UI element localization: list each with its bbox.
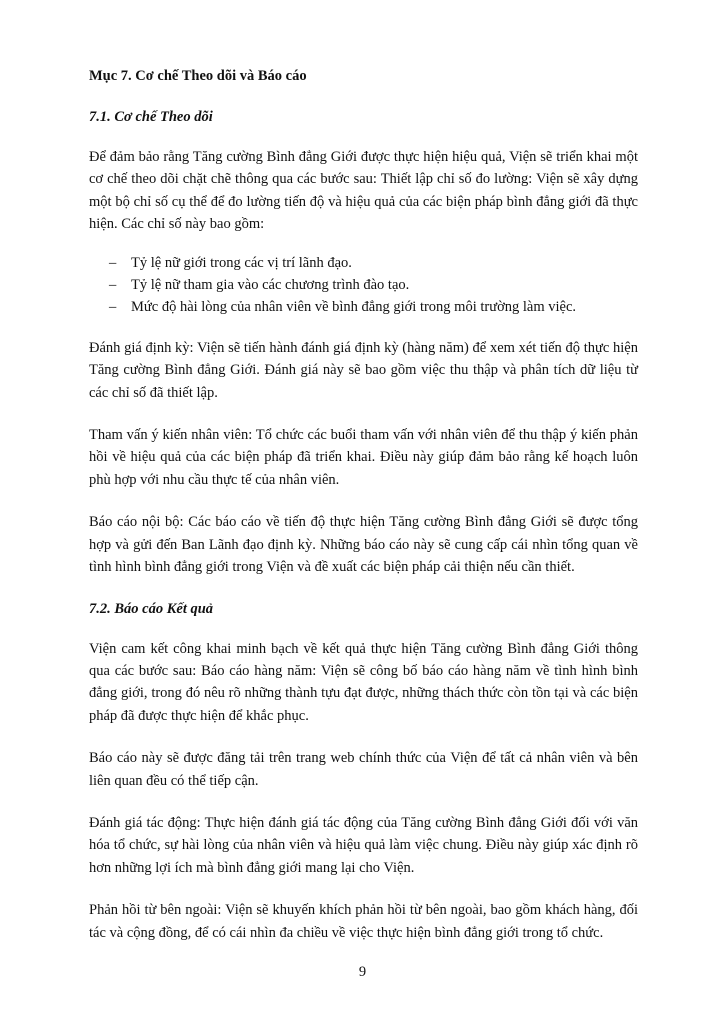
page-number: 9	[358, 964, 367, 980]
publication-paragraph: Báo cáo này sẽ được đăng tải trên trang web chính thức của Viện để tất cả nhân viên và bên liên quan đều có thể tiếp cận.	[89, 750, 638, 789]
periodic-evaluation-paragraph: Đánh giá định kỳ: Viện sẽ tiến hành đánh giá định kỳ (hàng năm) để xem xét tiến độ thực hiện Tăng cường Bình đẳng Giới. Đánh giá này sẽ bao gồm việc thu thập và phân tích dữ liệu từ các chỉ số đã thiết lập.	[89, 339, 638, 401]
impact-assessment-paragraph: Đánh giá tác động: Thực hiện đánh giá tác động của Tăng cường Bình đẳng Giới đối với văn hóa tổ chức, sự hài lòng của nhân viên và hiệu quả làm việc chung. Điều này giúp xác định rõ hơn những lợi ích mà bình đẳng giới mang lại cho Viện.	[89, 814, 638, 876]
list-item-text: Tỷ lệ nữ giới trong các vị trí lãnh đạo.	[131, 254, 352, 271]
list-item	[89, 252, 638, 274]
external-feedback-paragraph: Phản hồi từ bên ngoài: Viện sẽ khuyến khích phản hồi từ bên ngoài, bao gồm khách hàng, đối tác và cộng đồng, để có cái nhìn đa chiều về việc thực hiện bình đẳng giới trong tổ chức.	[89, 902, 638, 941]
section-heading: Mục 7. Cơ chế Theo dõi và Báo cáo	[89, 68, 307, 84]
bullet-dash: –	[109, 299, 117, 316]
list-item	[89, 296, 638, 318]
list-item-text: Tỷ lệ nữ tham gia vào các chương trình đào tạo.	[131, 277, 410, 294]
list-item-text: Mức độ hài lòng của nhân viên về bình đẳng giới trong môi trường làm việc.	[131, 299, 577, 316]
subsection-title-results: 7.2. Báo cáo Kết quả	[89, 600, 214, 617]
bullet-dash: –	[109, 277, 117, 294]
subsection-title-monitoring: 7.1. Cơ chế Theo dõi	[89, 109, 213, 125]
annual-report-paragraph: Viện cam kết công khai minh bạch về kết quả thực hiện Tăng cường Bình đẳng Giới thông qua các bước sau: Báo cáo hàng năm: Viện sẽ công bố báo cáo hàng năm về tình hình bình đẳng giới, trong đó nêu rõ những thành tựu đạt được, những thách thức còn tồn tại và các biện pháp đã được thực hiện để khắc phục.	[89, 640, 638, 724]
document-page	[89, 66, 638, 964]
internal-report-paragraph: Báo cáo nội bộ: Các báo cáo về tiến độ thực hiện Tăng cường Bình đẳng Giới sẽ được tổng hợp và gửi đến Ban Lãnh đạo định kỳ. Những báo cáo này sẽ cung cấp cái nhìn tổng quan về tình hình bình đẳng giới trong Viện và đề xuất các biện pháp cải thiện nếu cần thiết.	[89, 514, 638, 576]
bullet-dash: –	[109, 254, 117, 271]
indicator-list	[89, 252, 638, 319]
staff-consultation-paragraph: Tham vấn ý kiến nhân viên: Tổ chức các buổi tham vấn với nhân viên để thu thập ý kiến phản hồi về hiệu quả của các biện pháp đã triển khai. Điều này giúp đảm bảo rằng kế hoạch luôn phù hợp với nhu cầu thực tế của nhân viên.	[89, 427, 638, 488]
monitoring-intro-paragraph: Để đảm bảo rằng Tăng cường Bình đẳng Giới được thực hiện hiệu quả, Viện sẽ triển khai một cơ chế theo dõi chặt chẽ thông qua các bước sau: Thiết lập chỉ số đo lường: Viện sẽ xây dựng một bộ chỉ số cụ thể để đo lường tiến độ và hiệu quả của các biện pháp bình đẳng giới đã thực hiện. Các chỉ số này bao gồm:	[89, 149, 638, 233]
list-item	[89, 274, 638, 296]
